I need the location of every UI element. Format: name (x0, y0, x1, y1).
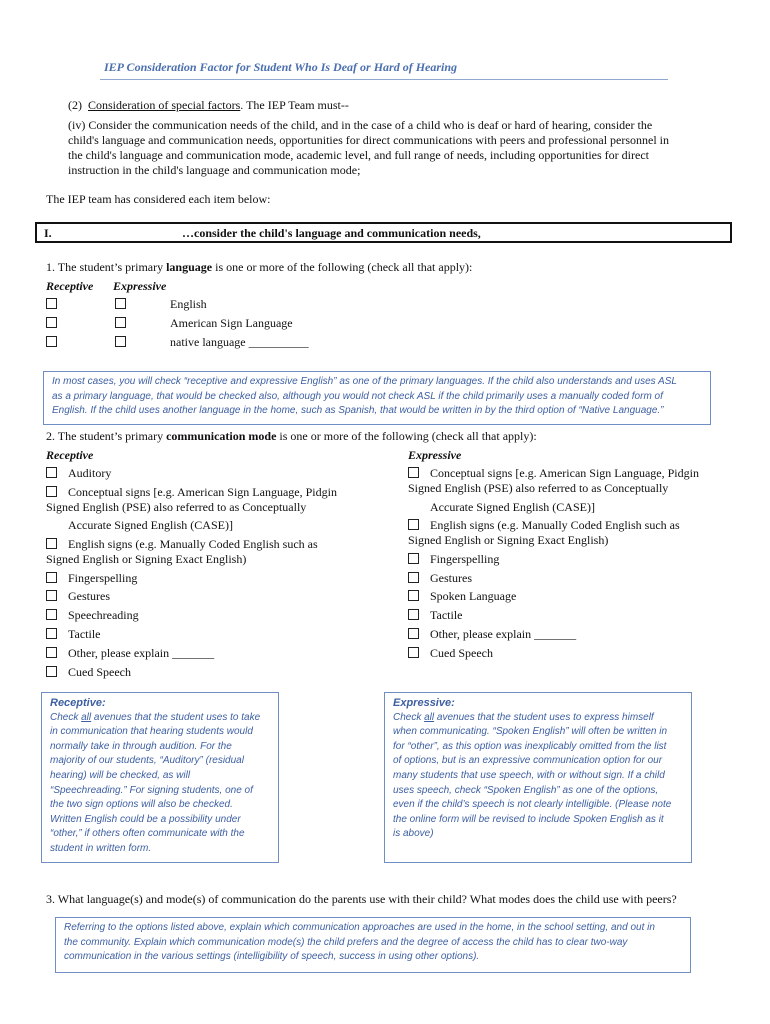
q2-expressive-tactile-checkbox[interactable] (408, 609, 419, 620)
note-expressive-line: many students that use speech, with or without sign. If a child (393, 769, 665, 781)
q2-expressive-fingerspelling-label: Fingerspelling (430, 552, 500, 566)
note-expressive-line: is above) (393, 828, 434, 840)
note-primary-language (43, 371, 711, 425)
q2-expressive-cued-speech-label: Cued Speech (430, 646, 493, 660)
section-1-title: …consider the child's language and communication needs, (182, 226, 481, 240)
note-receptive-line: majority of our students, “Auditory” (residual (50, 755, 244, 767)
section-1-number: I. (44, 226, 52, 240)
q2-expressive-english-signs-label-2: Signed English or Signing Exact English) (408, 533, 609, 547)
question-1 (46, 260, 472, 275)
q2-receptive-auditory-checkbox[interactable] (46, 467, 57, 478)
q2-bold: communication mode (166, 429, 277, 443)
note-receptive-line: normally take in through audition. For the (50, 740, 232, 752)
q2-receptive-conceptual-label-2: Signed English (PSE) also referred to as Conceptually (46, 500, 307, 514)
note-expressive-line-1-pre: Check (393, 711, 425, 723)
item-2-number: (2) (68, 98, 82, 112)
note-3-line-1: Referring to the options listed above, explain which communication approaches are used in the home, in the school setting, and out in (64, 922, 655, 933)
q1-expressive-native-checkbox[interactable] (115, 336, 126, 347)
note-expressive-line-1-post: avenues that the student uses to express himself (434, 711, 654, 723)
q2-receptive-tactile-checkbox[interactable] (46, 628, 57, 639)
q2-receptive-gestures-checkbox[interactable] (46, 590, 57, 601)
note-expressive (384, 692, 692, 863)
q2-receptive-auditory-label: Auditory (68, 466, 112, 480)
q2-expressive-cued-speech-checkbox[interactable] (408, 647, 419, 658)
intro-text: The IEP team has considered each item below: (46, 192, 271, 206)
q2-expressive-conceptual-label-2: Signed English (PSE) also referred to as Conceptually (408, 481, 669, 495)
regulation-iv-line-4: instruction in the child's language and communication mode; (68, 163, 361, 177)
q1-receptive-native-checkbox[interactable] (46, 336, 57, 347)
q2-receptive-other-label: Other, please explain _______ (68, 646, 215, 660)
q2-suffix: is one or more of the following (check all that apply): (276, 429, 537, 443)
q1-expressive-heading: Expressive (113, 279, 167, 293)
note-expressive-line: uses speech, check “Spoken English” as one of the options, (393, 784, 659, 796)
document-header-title: IEP Consideration Factor for Student Who Is Deaf or Hard of Hearing (104, 60, 458, 74)
q2-receptive-conceptual-label-3: Accurate Signed English (CASE)] (68, 518, 233, 532)
note-receptive-line: student in written form. (50, 842, 152, 854)
q2-receptive-english-signs-label-2: Signed English or Signing Exact English) (46, 552, 247, 566)
note-receptive-line: hearing) will be checked, as will (50, 769, 191, 781)
note-expressive-title: Expressive: (393, 697, 455, 709)
q2-prefix: 2. The student’s primary (46, 429, 167, 443)
note-receptive-line-1-underlined: all (81, 711, 92, 723)
q2-receptive-english-signs-label-1: English signs (e.g. Manually Coded English such as (68, 537, 318, 551)
note-expressive-line: the online form will be revised to include Spoken English as it (393, 813, 664, 825)
q1-bold: language (166, 260, 213, 274)
q1-receptive-asl-checkbox[interactable] (46, 317, 57, 328)
q2-expressive-heading: Expressive (408, 448, 462, 462)
note-receptive-line-1 (50, 711, 270, 726)
q2-expressive-conceptual-label-1: Conceptual signs [e.g. American Sign Language, Pidgin (430, 466, 699, 480)
q2-receptive-conceptual-checkbox[interactable] (46, 486, 57, 497)
note-parents-communication (55, 917, 691, 973)
note-receptive-title: Receptive: (50, 697, 106, 709)
q1-receptive-heading: Receptive (46, 279, 94, 293)
q2-receptive-english-signs-checkbox[interactable] (46, 538, 57, 549)
q2-receptive-fingerspelling-checkbox[interactable] (46, 572, 57, 583)
note-expressive-line: when communicating. “Spoken English” will often be written in (393, 726, 668, 738)
q2-receptive-cued-speech-label: Cued Speech (68, 665, 131, 679)
note-1-line-2: as a primary language, that would be checked also, although you would not check ASL if the child primarily uses a manually coded form of (52, 390, 663, 402)
q2-receptive-speechreading-label: Speechreading (68, 608, 139, 622)
note-receptive-line: “other,” if others often communicate with the (50, 828, 245, 840)
special-factors-link[interactable]: Consideration of special factors (88, 98, 241, 112)
item-2-rest: . The IEP Team must-- (240, 98, 349, 112)
note-receptive-line-1-post: avenues that the student uses to take (91, 711, 261, 723)
q2-expressive-conceptual-checkbox[interactable] (408, 467, 419, 478)
q2-receptive-gestures-label: Gestures (68, 589, 110, 603)
q2-expressive-english-signs-checkbox[interactable] (408, 519, 419, 530)
note-receptive-line: Written English could be a possibility under (50, 813, 241, 825)
q1-receptive-english-checkbox[interactable] (46, 298, 57, 309)
note-receptive-line: the two sign options will also be checked. (50, 799, 233, 811)
q2-expressive-fingerspelling-checkbox[interactable] (408, 553, 419, 564)
note-3-line-3: communication in the various settings (intelligibility of speech, success in using other options). (64, 951, 480, 963)
q2-expressive-other-label: Other, please explain _______ (430, 627, 577, 641)
note-expressive-line-1 (393, 711, 683, 726)
q1-option-english: English (170, 297, 207, 311)
note-expressive-line: even if the child’s speech is not clearly intelligible. (Please note (393, 799, 672, 811)
header-divider (100, 79, 668, 80)
note-3-line-2: the community. Explain which communication mode(s) the child prefers and the degree of access the child has to clear two-way (64, 936, 628, 948)
q2-receptive-conceptual-label-1: Conceptual signs [e.g. American Sign Language, Pidgin (68, 485, 337, 499)
q2-expressive-tactile-label: Tactile (430, 608, 463, 622)
note-receptive-line-1-pre: Check (50, 711, 82, 723)
q2-receptive-other-checkbox[interactable] (46, 647, 57, 658)
q2-receptive-speechreading-checkbox[interactable] (46, 609, 57, 620)
q2-expressive-spoken-language-label: Spoken Language (430, 589, 517, 603)
note-receptive (41, 692, 279, 863)
regulation-iv-line-2: child's language and communication needs, opportunities for direct communications with peers and professional personnel in (68, 133, 670, 147)
q2-expressive-conceptual-label-3: Accurate Signed English (CASE)] (430, 500, 595, 514)
regulation-iv-line-3: the child's language and communication mode, academic level, and full range of needs, including opportunities for direct (68, 148, 649, 162)
q1-expressive-english-checkbox[interactable] (115, 298, 126, 309)
q2-expressive-spoken-language-checkbox[interactable] (408, 590, 419, 601)
q2-receptive-fingerspelling-label: Fingerspelling (68, 571, 138, 585)
q2-receptive-cued-speech-checkbox[interactable] (46, 666, 57, 677)
note-receptive-line: in communication that hearing students would (50, 726, 253, 738)
q1-suffix: is one or more of the following (check all that apply): (212, 260, 473, 274)
note-1-line-3: English. If the child uses another language in the home, such as Spanish, that would be written in by the third option of “Native Language.” (52, 405, 664, 417)
q1-expressive-asl-checkbox[interactable] (115, 317, 126, 328)
q1-option-native: native language __________ (170, 335, 309, 349)
q2-expressive-gestures-checkbox[interactable] (408, 572, 419, 583)
q1-prefix: 1. The student’s primary (46, 260, 167, 274)
q2-expressive-gestures-label: Gestures (430, 571, 472, 585)
q1-option-asl: American Sign Language (170, 316, 293, 330)
note-expressive-line: for “other”, as this option was inexplicably omitted from the list (393, 740, 667, 752)
regulation-item-2 (68, 98, 349, 113)
note-expressive-line-1-underlined: all (424, 711, 435, 723)
q2-expressive-other-checkbox[interactable] (408, 628, 419, 639)
note-1-line-1: In most cases, you will check “receptive and expressive English” as one of the primary languages. If the child also understands and uses ASL (52, 376, 677, 387)
q2-expressive-english-signs-label-1: English signs (e.g. Manually Coded English such as (430, 518, 680, 532)
question-2 (46, 429, 537, 444)
note-expressive-line: of options, but is an expressive communication option for our (393, 755, 663, 767)
note-receptive-line: “Speechreading.” For signing students, one of (50, 784, 253, 796)
regulation-iv-line-1: (iv) Consider the communication needs of the child, and in the case of a child who is deaf or hard of hearing, consider the (68, 118, 653, 132)
q2-receptive-heading: Receptive (46, 448, 94, 462)
q2-receptive-tactile-label: Tactile (68, 627, 101, 641)
question-3: 3. What language(s) and mode(s) of communication do the parents use with their child? What modes does the child use with peers? (46, 892, 677, 906)
